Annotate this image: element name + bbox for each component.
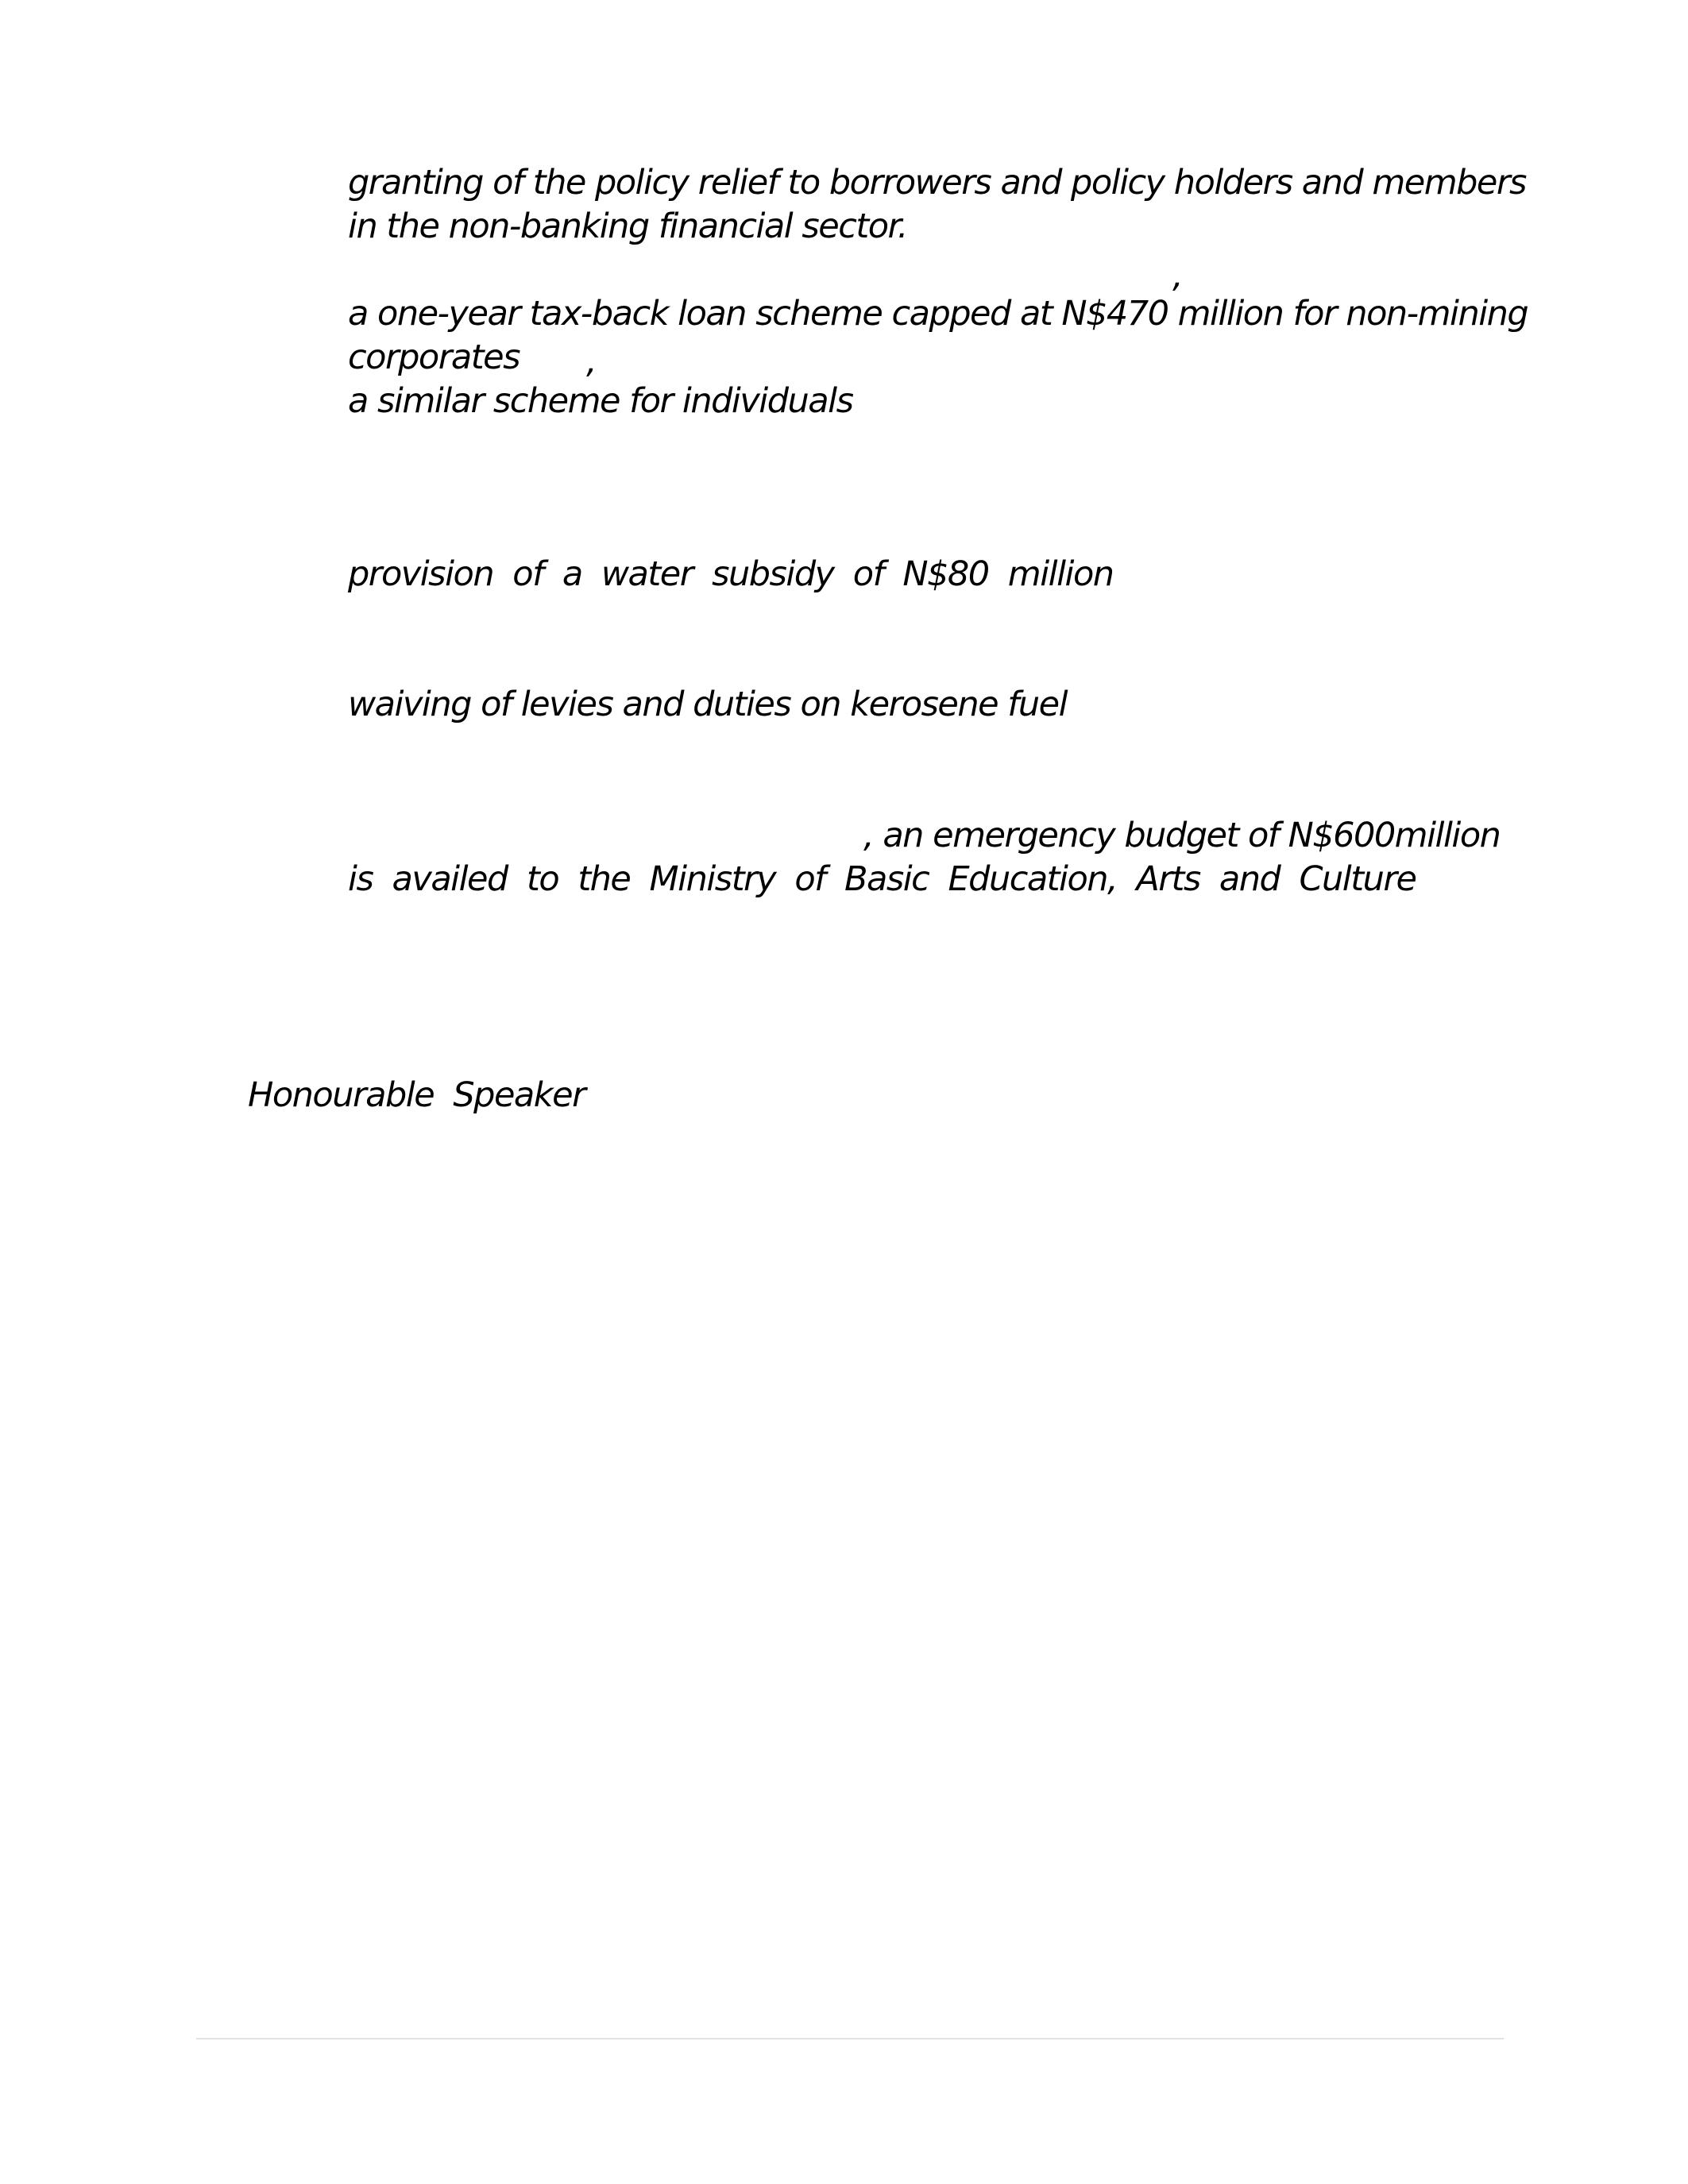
tax-back-comma: ,	[586, 341, 597, 381]
tax-back-comma-above: ,	[1172, 256, 1183, 295]
footer-divider	[196, 2038, 1504, 2039]
education-line-2: is availed to the Ministry of Basic Education, Arts and Culture	[348, 859, 1416, 899]
kerosene-line: waiving of levies and duties on kerosene fuel	[348, 685, 1068, 724]
education-line-1: , an emergency budget of N$600million	[863, 816, 1501, 855]
honourable-speaker-heading: Honourable Speaker	[248, 1075, 585, 1115]
tax-back-line-2: corporates	[348, 338, 520, 377]
water-subsidy-line: provision of a water subsidy of N$80 million	[348, 554, 1114, 594]
policy-relief-line-2: in the non-banking financial sector.	[348, 206, 907, 246]
tax-back-line-3: a similar scheme for individuals	[348, 381, 853, 421]
policy-relief-line-1: granting of the policy relief to borrowers and policy holders and members	[348, 163, 1526, 203]
tax-back-line-1: a one-year tax-back loan scheme capped at N$470 million for non-mining	[348, 294, 1528, 334]
